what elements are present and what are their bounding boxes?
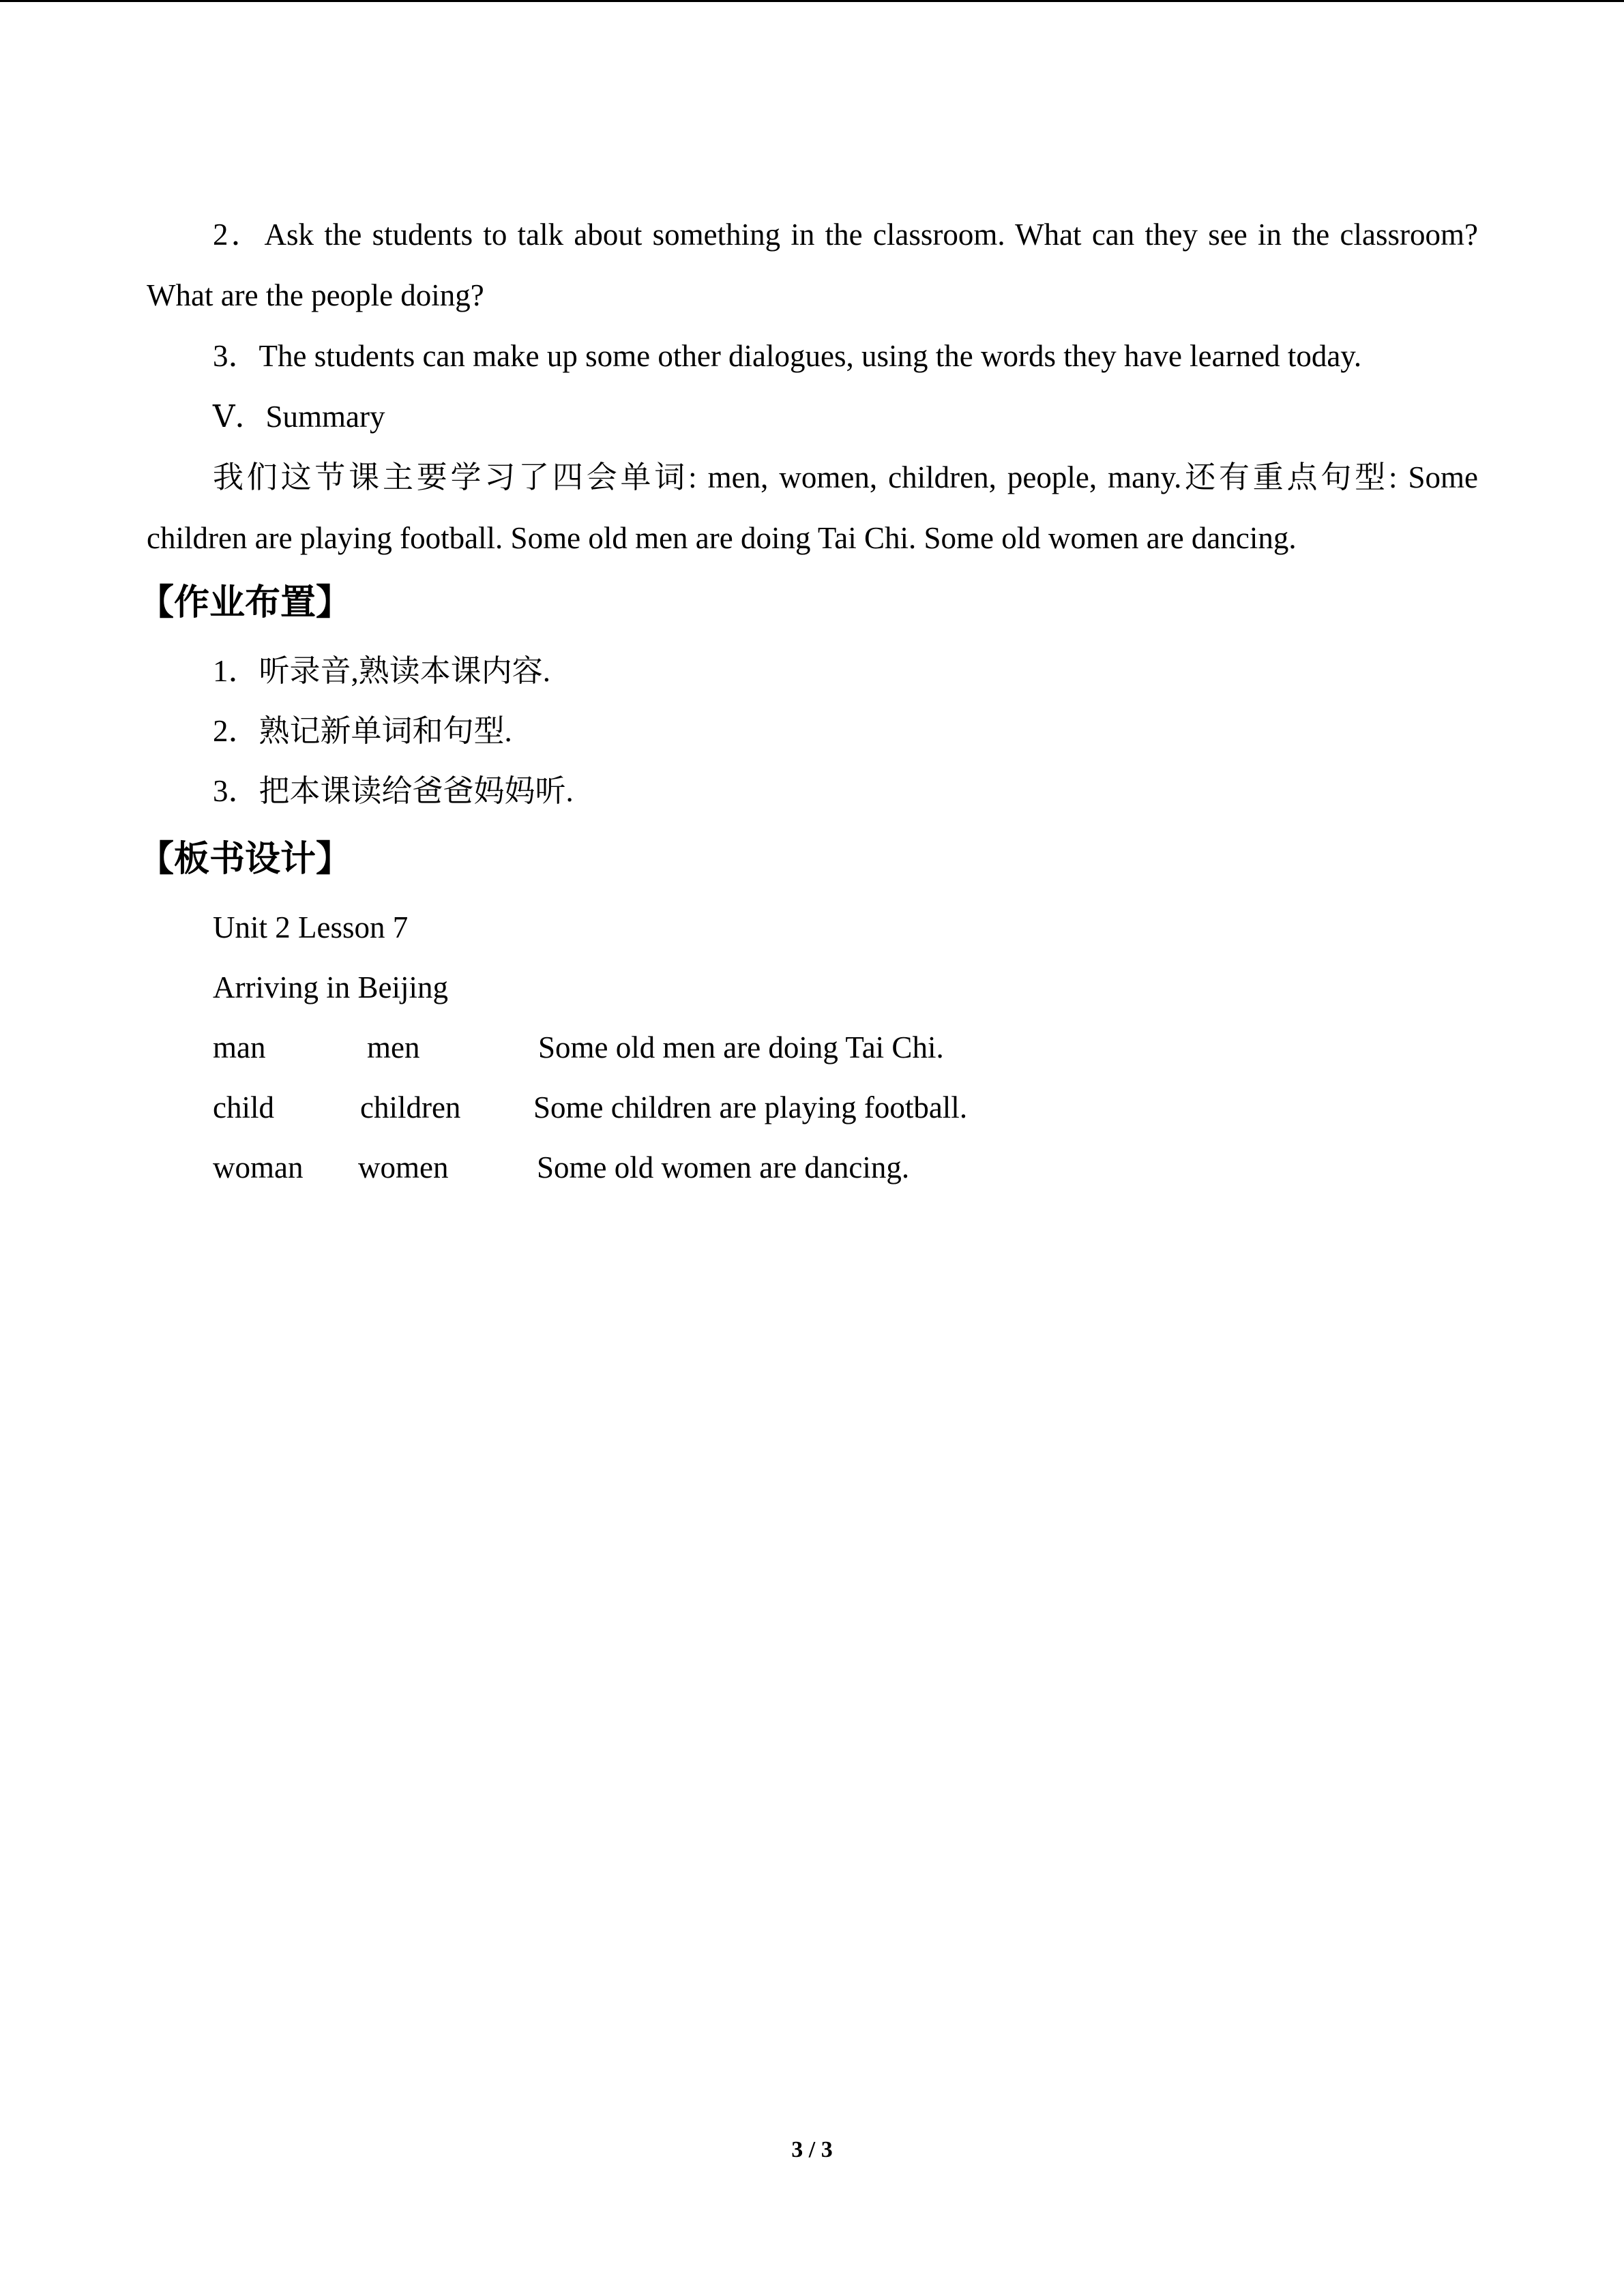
board-example-sentence: Some old women are dancing. bbox=[537, 1150, 910, 1184]
board-row-woman bbox=[147, 1137, 1478, 1197]
board-row-child bbox=[147, 1077, 1478, 1137]
homework-item: 2．熟记新单词和句型. bbox=[213, 714, 512, 748]
page-number: 3 / 3 bbox=[791, 2137, 833, 2162]
paragraph-step-2: 2．Ask the students to talk about something in the classroom. What can they see in the classroom? What are the people doing? bbox=[147, 218, 1478, 312]
board-plural-word: children bbox=[360, 1090, 461, 1124]
homework-heading: 【作业布置】 bbox=[138, 582, 352, 623]
board-row-man bbox=[147, 1017, 1478, 1077]
board-example-sentence: Some old men are doing Tai Chi. bbox=[538, 1030, 944, 1064]
board-design-heading: 【板书设计】 bbox=[138, 839, 352, 880]
summary-paragraph: 我们这节课主要学习了四会单词: men, women, children, people, many.还有重点句型: Some children are playing football. Some old men are doing Tai Chi. Some old women are dancing. bbox=[147, 460, 1478, 555]
board-lesson-title: Arriving in Beijing bbox=[213, 970, 448, 1004]
homework-item: 3．把本课读给爸爸妈妈听. bbox=[213, 774, 574, 808]
board-singular-word: woman bbox=[213, 1150, 304, 1184]
board-singular-word: man bbox=[213, 1030, 266, 1064]
paragraph-step-3: 3．The students can make up some other dialogues, using the words they have learned today. bbox=[213, 339, 1362, 373]
board-unit-title: Unit 2 Lesson 7 bbox=[213, 910, 409, 944]
summary-heading: Ⅴ．Summary bbox=[213, 400, 385, 434]
board-plural-word: women bbox=[358, 1150, 449, 1184]
board-plural-word: men bbox=[367, 1030, 420, 1064]
document-body bbox=[138, 205, 1478, 1197]
page-top-border bbox=[0, 0, 1624, 2]
board-singular-word: child bbox=[213, 1090, 274, 1124]
homework-item: 1．听录音,熟读本课内容. bbox=[213, 654, 551, 688]
board-example-sentence: Some children are playing football. bbox=[533, 1090, 968, 1124]
